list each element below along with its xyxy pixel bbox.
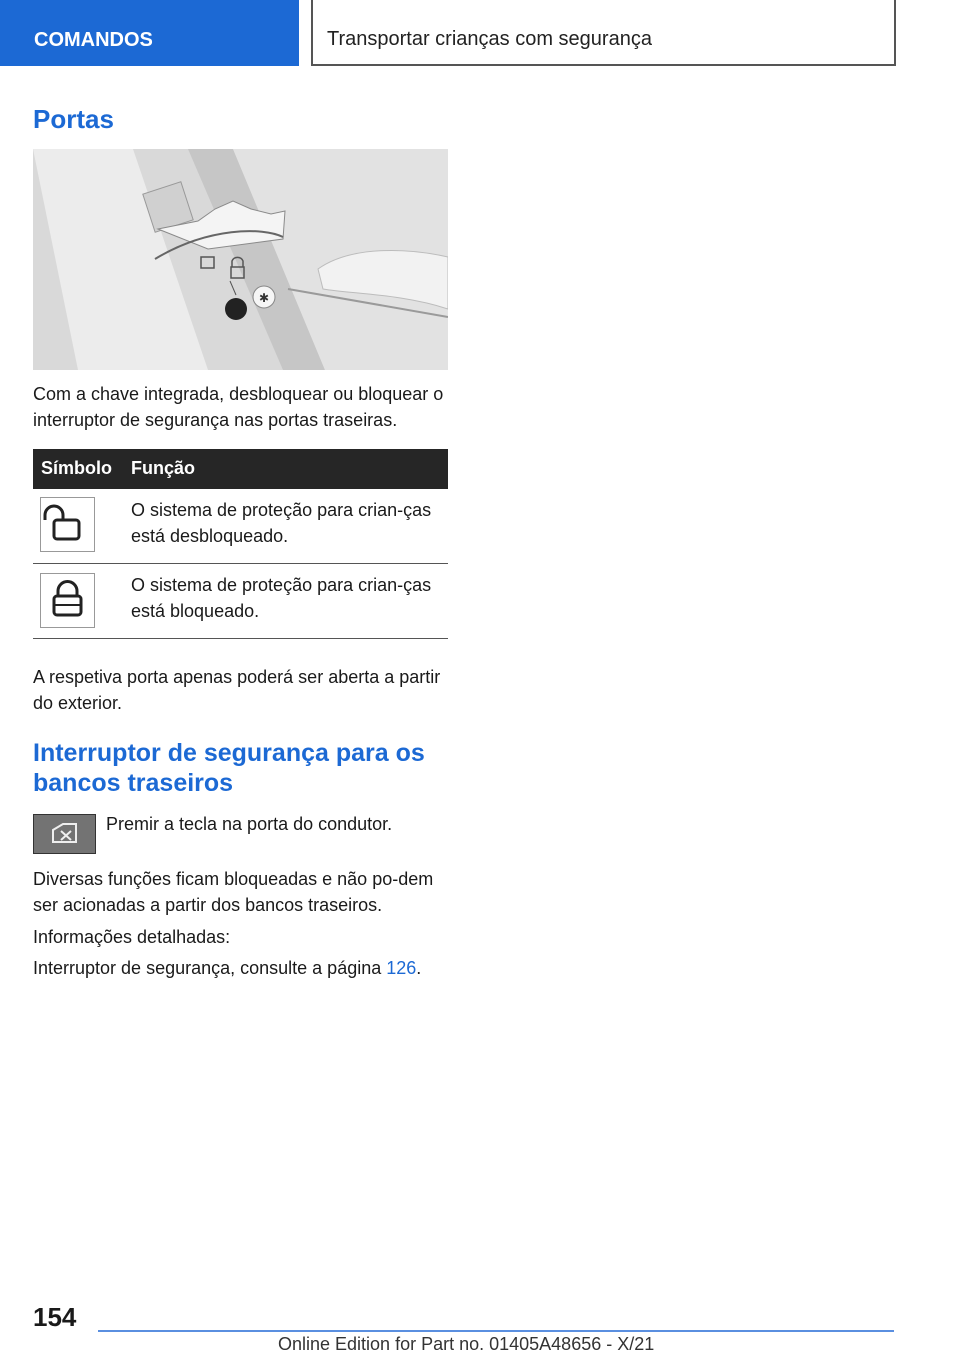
doors-intro-text: Com a chave integrada, desbloquear ou bloquear o interruptor de segurança nas portas traseiras. [33, 384, 444, 430]
info-label: Informações detalhadas: [33, 927, 231, 947]
unlocked-padlock-icon [40, 497, 95, 552]
heading-rear-safety-switch: Interruptor de segurança para os bancos traseiros [33, 739, 425, 797]
table-header-row [33, 449, 448, 489]
rear-switch-description: Diversas funções ficam bloqueadas e não po-dem ser acionadas a partir dos bancos traseiros. [33, 869, 434, 915]
door-open-note: A respetiva porta apenas poderá ser aberta a partir do exterior. [33, 667, 441, 713]
child-lock-door-photo [33, 149, 448, 370]
symbol-table [33, 449, 448, 639]
reference-end: . [416, 958, 422, 978]
reference-text: Interruptor de segurança, consulte a página [33, 958, 387, 978]
col-header-symbol: Símbolo [41, 458, 112, 478]
press-key-text: Premir a tecla na porta do condutor. [106, 814, 393, 834]
footer-edition: Online Edition for Part no. 01405A48656 - X/21 [278, 1334, 655, 1354]
page-number: 154 [33, 1302, 77, 1332]
table-row [33, 564, 448, 639]
svg-text:✱: ✱ [258, 291, 270, 305]
footer-rule [98, 1330, 894, 1332]
section-tab [0, 0, 299, 66]
child-lock-illustration [33, 149, 448, 370]
heading-portas: Portas [33, 104, 114, 134]
locked-padlock-icon [40, 573, 95, 628]
window-lock-key-icon [33, 814, 96, 854]
reference-line [33, 955, 451, 981]
page-link-126[interactable]: 126 [386, 958, 417, 978]
col-header-function: Função [131, 458, 196, 478]
section-title: COMANDOS [34, 29, 153, 51]
row-text-locked: O sistema de proteção para crian-ças está bloqueado. [131, 575, 432, 621]
topic-header [311, 0, 896, 66]
table-row [33, 489, 448, 564]
topic-title: Transportar crianças com segurança [327, 28, 652, 50]
row-text-unlocked: O sistema de proteção para crian-ças está desbloqueado. [131, 500, 432, 546]
